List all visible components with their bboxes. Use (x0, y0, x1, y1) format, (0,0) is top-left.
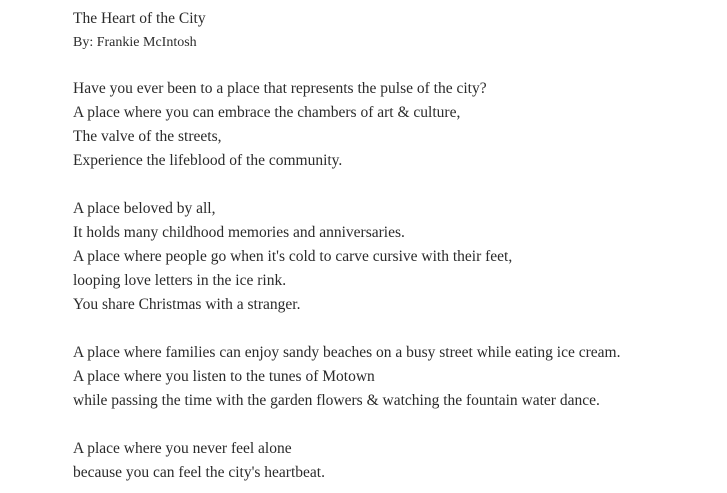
poem-line: The valve of the streets, (73, 128, 222, 145)
poem-line: A place beloved by all, (73, 200, 216, 217)
poem-line: because you can feel the city's heartbeat. (73, 464, 325, 481)
poem-line: It holds many childhood memories and anniversaries. (73, 224, 405, 241)
poem-document (73, 7, 713, 485)
poem-line: Experience the lifeblood of the community. (73, 152, 343, 169)
poem-line: A place where families can enjoy sandy beaches on a busy street while eating ice cream. (73, 344, 621, 361)
stanza-2 (73, 197, 713, 317)
poem-title: The Heart of the City (73, 10, 206, 27)
poem-line: A place where people go when it's cold to carve cursive with their feet, (73, 248, 513, 265)
poem-line: Have you ever been to a place that represents the pulse of the city? (73, 80, 487, 97)
poem-line: You share Christmas with a stranger. (73, 296, 301, 313)
poem-line: A place where you can embrace the chambers of art & culture, (73, 104, 461, 121)
stanza-1 (73, 77, 713, 173)
poem-line: A place where you never feel alone (73, 440, 292, 457)
stanza-3 (73, 341, 713, 413)
poem-line: while passing the time with the garden flowers & watching the fountain water dance. (73, 392, 600, 409)
poem-line: looping love letters in the ice rink. (73, 272, 287, 289)
poem-byline: By: Frankie McIntosh (73, 35, 197, 50)
stanza-4 (73, 437, 713, 485)
poem-line: A place where you listen to the tunes of Motown (73, 368, 375, 385)
